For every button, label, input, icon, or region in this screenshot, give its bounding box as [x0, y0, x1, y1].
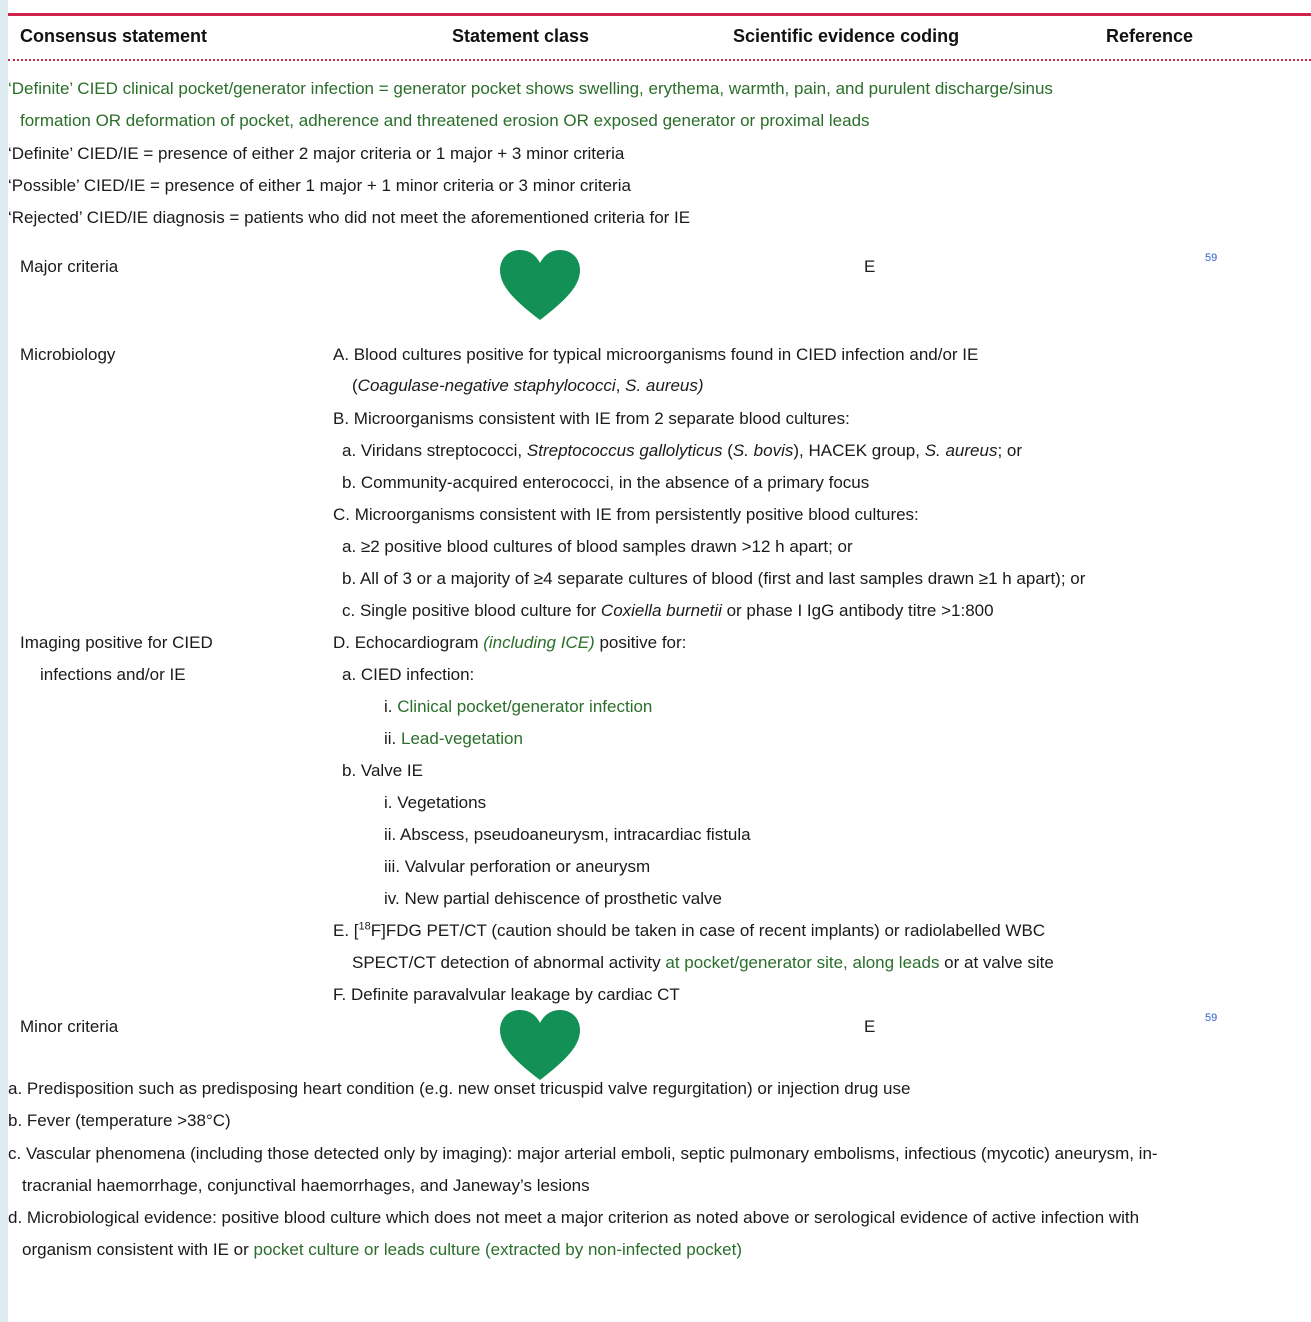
header-reference: Reference — [1106, 26, 1194, 46]
criterion-Ba: a. Viridans streptococci, Streptococcus gallolyticus (S. bovis), HACEK group, S. aureus; or — [342, 441, 1023, 460]
microbiology-label: Microbiology — [20, 345, 116, 364]
definite-pocket-line-2: formation OR deformation of pocket, adherence and threatened erosion OR exposed generator or proximal leads — [20, 111, 870, 130]
heart-icon — [500, 250, 580, 322]
criterion-Da: a. CIED infection: — [342, 665, 475, 684]
header-consensus-statement: Consensus statement — [20, 26, 208, 46]
possible-definition: ‘Possible’ CIED/IE = presence of either 1 major + 1 minor criteria or 3 minor criteria — [8, 176, 631, 195]
criterion-Ca: a. ≥2 positive blood cultures of blood samples drawn >12 h apart; or — [342, 537, 853, 556]
header-statement-class: Statement class — [452, 26, 590, 46]
criterion-Cc: c. Single positive blood culture for Coxiella burnetii or phase I IgG antibody titre >1:800 — [342, 601, 994, 620]
criterion-Cb: b. All of 3 or a majority of ≥4 separate cultures of blood (first and last samples drawn ≥1 h apart); or — [342, 569, 1086, 588]
minor-criterion-b: b. Fever (temperature >38°C) — [8, 1111, 231, 1130]
criterion-A-line-1: A. Blood cultures positive for typical microorganisms found in CIED infection and/or IE — [333, 345, 979, 364]
criterion-Bb: b. Community-acquired enterococci, in the absence of a primary focus — [342, 473, 870, 492]
major-criteria-label: Major criteria — [20, 257, 119, 276]
top-rule — [8, 13, 1311, 16]
criterion-Dai: i. Clinical pocket/generator infection — [384, 697, 653, 716]
rejected-definition: ‘Rejected’ CIED/IE diagnosis = patients who did not meet the aforementioned criteria for IE — [8, 208, 691, 227]
criterion-B: B. Microorganisms consistent with IE from 2 separate blood cultures: — [333, 409, 850, 428]
major-reference-link[interactable]: 59 — [1205, 252, 1218, 264]
minor-criterion-a: a. Predisposition such as predisposing heart condition (e.g. new onset tricuspid valve regurgitation) or injection drug use — [8, 1079, 911, 1098]
imaging-label-line-2: infections and/or IE — [40, 665, 186, 684]
heart-icon — [500, 1010, 580, 1082]
minor-criterion-c-line-2: tracranial haemorrhage, conjunctival haemorrhages, and Janeway’s lesions — [22, 1176, 590, 1195]
criterion-E-line-1: E. [$^{18}$F]FDG PET/CT (caution should be taken in case of recent implants) or radiolabelled WBC — [333, 920, 1046, 940]
major-evidence-code: E — [864, 257, 876, 276]
header-evidence-coding: Scientific evidence coding — [733, 26, 960, 46]
minor-evidence-code: E — [864, 1017, 876, 1036]
criterion-Dbi: i. Vegetations — [384, 793, 487, 812]
criterion-D: D. Echocardiogram (including ICE) positive for: — [333, 633, 687, 652]
criterion-F: F. Definite paravalvular leakage by cardiac CT — [333, 985, 680, 1004]
minor-criterion-d-line-1: d. Microbiological evidence: positive blood culture which does not meet a major criterion as noted above or serological evidence of active infection with — [8, 1208, 1140, 1227]
minor-criterion-c-line-1: c. Vascular phenomena (including those detected only by imaging): major arterial emboli, septic pulmonary embolisms, infectious (mycotic) aneurysm, in- — [8, 1144, 1158, 1163]
criterion-Dbiv: iv. New partial dehiscence of prosthetic valve — [384, 889, 722, 908]
criterion-E-line-2: SPECT/CT detection of abnormal activity at pocket/generator site, along leads or at valve site — [352, 953, 1054, 972]
header-dotted-rule — [8, 59, 1311, 61]
criterion-Dbiii: iii. Valvular perforation or aneurysm — [384, 857, 651, 876]
criterion-Dbii: ii. Abscess, pseudoaneurysm, intracardiac fistula — [384, 825, 751, 844]
criterion-Db: b. Valve IE — [342, 761, 423, 780]
minor-reference-link[interactable]: 59 — [1205, 1012, 1218, 1024]
criterion-C: C. Microorganisms consistent with IE from persistently positive blood cultures: — [333, 505, 919, 524]
definite-pocket-line-1: ‘Definite’ CIED clinical pocket/generator infection = generator pocket shows swelling, erythema, warmth, pain, and purulent discharge/sinus — [8, 79, 1053, 98]
imaging-label-line-1: Imaging positive for CIED — [20, 633, 213, 652]
definite-definition: ‘Definite’ CIED/IE = presence of either 2 major criteria or 1 major + 3 minor criteria — [8, 144, 625, 163]
minor-criterion-d-line-2: organism consistent with IE or pocket culture or leads culture (extracted by non-infected pocket) — [22, 1240, 743, 1259]
minor-criteria-label: Minor criteria — [20, 1017, 119, 1036]
criterion-A-line-2: (Coagulase-negative staphylococci, S. aureus) — [352, 376, 704, 395]
criterion-Daii: ii. Lead-vegetation — [384, 729, 523, 748]
